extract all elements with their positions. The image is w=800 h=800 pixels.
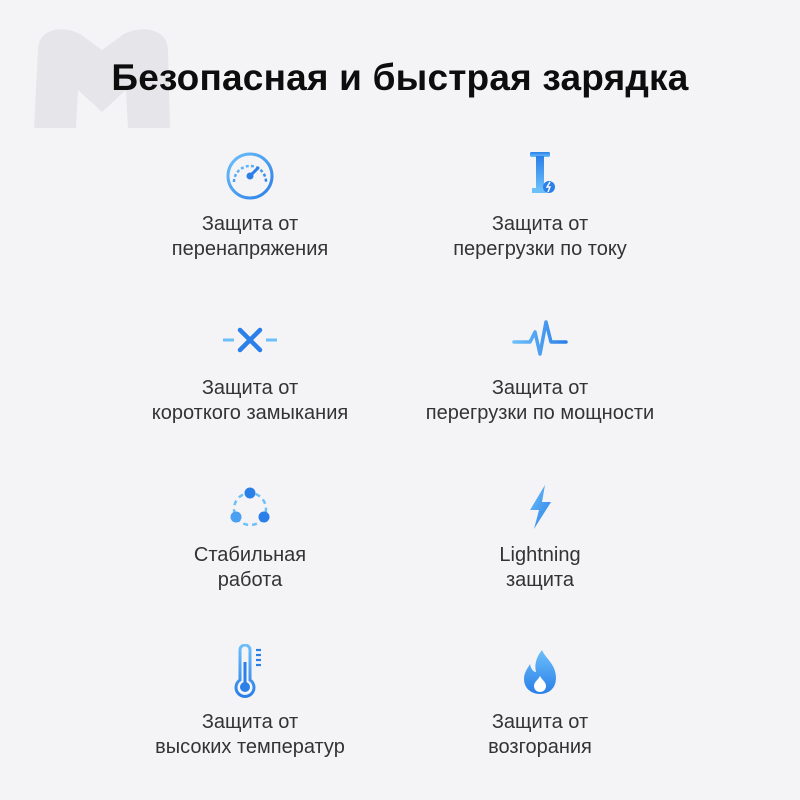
thermometer-icon xyxy=(220,644,280,704)
feature-overvoltage xyxy=(90,146,410,296)
feature-label: Защита от высоких температур xyxy=(155,711,345,758)
feature-lightning-protection xyxy=(380,477,700,627)
short-circuit-icon xyxy=(220,310,280,370)
feature-stable-operation xyxy=(90,477,410,627)
feature-label: Защита от перенапряжения xyxy=(171,213,329,260)
cycle-nodes-icon xyxy=(220,477,280,537)
feature-overcurrent xyxy=(380,146,700,296)
feature-label: Защита от перегрузки по мощности xyxy=(425,377,655,424)
gauge-icon xyxy=(220,146,280,206)
feature-label: Защита от возгорания xyxy=(488,711,592,758)
lightning-icon xyxy=(510,477,570,537)
pulse-icon xyxy=(510,310,570,370)
feature-fire-protection xyxy=(380,644,700,794)
feature-label: Стабильная работа xyxy=(193,544,307,591)
current-probe-icon xyxy=(510,146,570,206)
feature-label: Защита от короткого замыкания xyxy=(151,377,349,424)
feature-short-circuit xyxy=(90,310,410,460)
feature-label: Lightning защита xyxy=(499,544,581,591)
page-title: Безопасная и быстрая зарядка xyxy=(111,57,689,98)
flame-icon xyxy=(510,644,570,704)
feature-high-temperature xyxy=(90,644,410,794)
feature-label: Защита от перегрузки по току xyxy=(453,213,627,260)
feature-overpower xyxy=(380,310,700,460)
